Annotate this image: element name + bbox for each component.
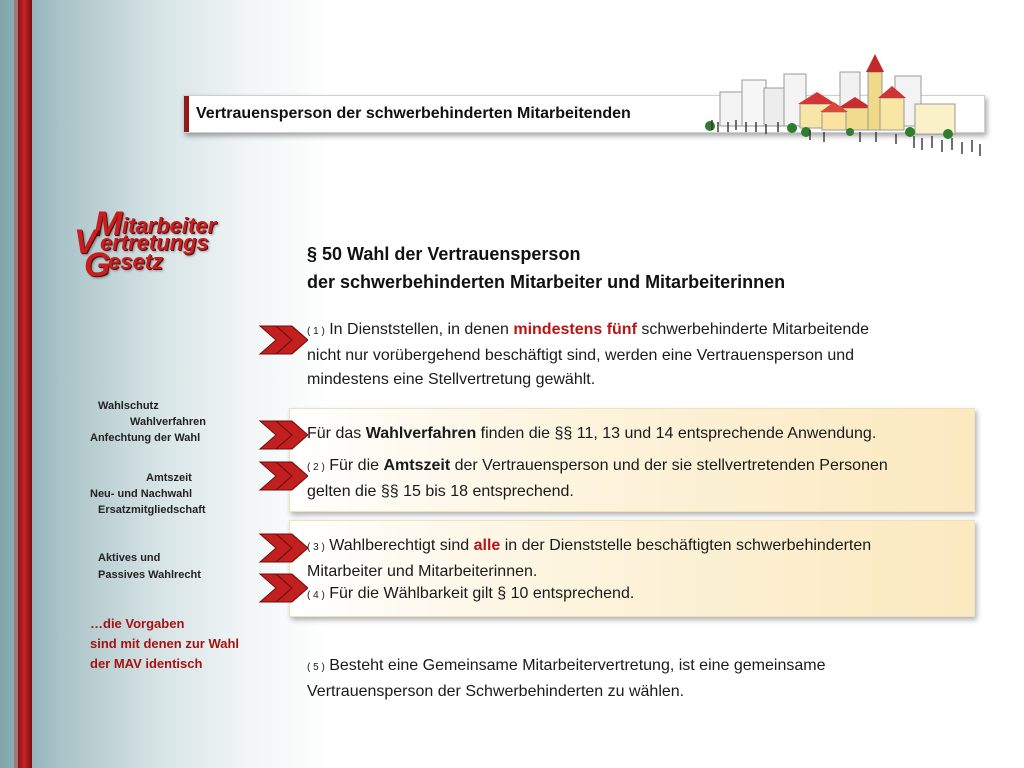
sidebar-label-amtszeit: Amtszeit: [146, 472, 192, 484]
paragraph-1-line2: nicht nur vorübergehend beschäftigt sind, werden eine Vertrauensperson und: [307, 347, 855, 364]
header-accent: [184, 96, 189, 132]
paragraph-wahlverfahren-highlight: Wahlverfahren: [365, 425, 477, 442]
sidebar-label-ersatzmitglied: Ersatzmitgliedschaft: [98, 504, 206, 516]
section-title: [307, 240, 785, 296]
paragraph-1-text-b: schwerbehinderte Mitarbeitende: [636, 321, 870, 338]
sidebar-label-aktives: Aktives und: [98, 552, 161, 564]
paragraph-3-highlight: alle: [473, 537, 501, 554]
paragraph-4: [307, 582, 634, 608]
sidebar-label-wahlschutz: Wahlschutz: [98, 400, 159, 412]
paragraph-2-line2: gelten die §§ 15 bis 18 entsprechend.: [307, 483, 574, 500]
paragraph-3-number: ( 3 ): [307, 542, 325, 553]
logo-letter-v: V: [74, 223, 97, 261]
arrow-icon: [258, 532, 308, 564]
paragraph-3-line2: Mitarbeiter und Mitarbeiterinnen.: [307, 563, 538, 580]
paragraph-5-number: ( 5 ): [307, 662, 325, 673]
town-illustration: [700, 52, 990, 160]
section-title-line1: § 50 Wahl der Vertrauensperson: [307, 244, 581, 264]
header-title: Vertrauensperson der schwerbehinderten Mitarbeitenden: [196, 105, 631, 122]
sidebar-note-line3: der MAV identisch: [90, 656, 203, 671]
paragraph-2-highlight: Amtszeit: [383, 457, 451, 474]
paragraph-3-text-b: in der Dienststelle beschäftigten schwerbehinderten: [500, 537, 872, 554]
logo-word-ertretungs: ertretungs: [100, 230, 209, 255]
arrow-icon: [258, 572, 308, 604]
logo-word-itarbeiter: itarbeiter: [122, 213, 217, 238]
paragraph-1-line3: mindestens eine Stellvertretung gewählt.: [307, 371, 596, 388]
sidebar-note-line2: sind mit denen zur Wahl: [90, 636, 240, 651]
left-red-bar: [18, 0, 32, 768]
sidebar-note: [90, 614, 239, 674]
paragraph-4-number: ( 4 ): [307, 590, 325, 601]
mitarbeitervertretungsgesetz-logo: [74, 205, 254, 285]
sidebar-label-anfechtung: Anfechtung der Wahl: [90, 432, 201, 444]
paragraph-2: [307, 454, 888, 504]
arrow-icon: [258, 419, 308, 451]
logo-letter-m: M: [94, 205, 123, 243]
paragraph-2-text-b: der Vertrauensperson und der sie stellvertretenden Personen: [450, 457, 888, 474]
paragraph-5-line2: Vertrauensperson der Schwerbehinderten zu wählen.: [307, 683, 685, 700]
section-title-line2: der schwerbehinderten Mitarbeiter und Mitarbeiterinnen: [307, 272, 786, 292]
paragraph-1-text-a: In Dienststellen, in denen: [324, 321, 514, 338]
sidebar-note-line1: …die Vorgaben: [90, 616, 185, 631]
arrow-icon: [258, 460, 308, 492]
logo-letter-g: G: [84, 246, 111, 284]
arrow-icon: [258, 324, 308, 356]
logo-word-esetz: esetz: [108, 249, 164, 274]
paragraph-1: [307, 318, 869, 392]
paragraph-wahlverfahren-text-b: finden die §§ 11, 13 und 14 entsprechende Anwendung.: [476, 425, 877, 442]
paragraph-5-line1: Besteht eine Gemeinsame Mitarbeitervertretung, ist eine gemeinsame: [324, 657, 826, 674]
paragraph-wahlverfahren-text-a: Für das: [307, 425, 366, 442]
paragraph-1-highlight: mindestens fünf: [513, 321, 637, 338]
paragraph-4-text: Für die Wählbarkeit gilt § 10 entsprechend.: [324, 585, 635, 602]
sidebar-label-neuwahl: Neu- und Nachwahl: [90, 488, 193, 500]
paragraph-wahlverfahren: [307, 422, 876, 446]
paragraph-3: [307, 534, 871, 584]
paragraph-2-number: ( 2 ): [307, 462, 325, 473]
sidebar-label-wahlverfahren: Wahlverfahren: [130, 416, 207, 428]
paragraph-2-text-a: Für die: [324, 457, 384, 474]
paragraph-1-number: ( 1 ): [307, 326, 325, 337]
sidebar-label-passives: Passives Wahlrecht: [98, 569, 201, 581]
paragraph-5: [307, 654, 825, 704]
paragraph-3-text-a: Wahlberechtigt sind: [324, 537, 474, 554]
